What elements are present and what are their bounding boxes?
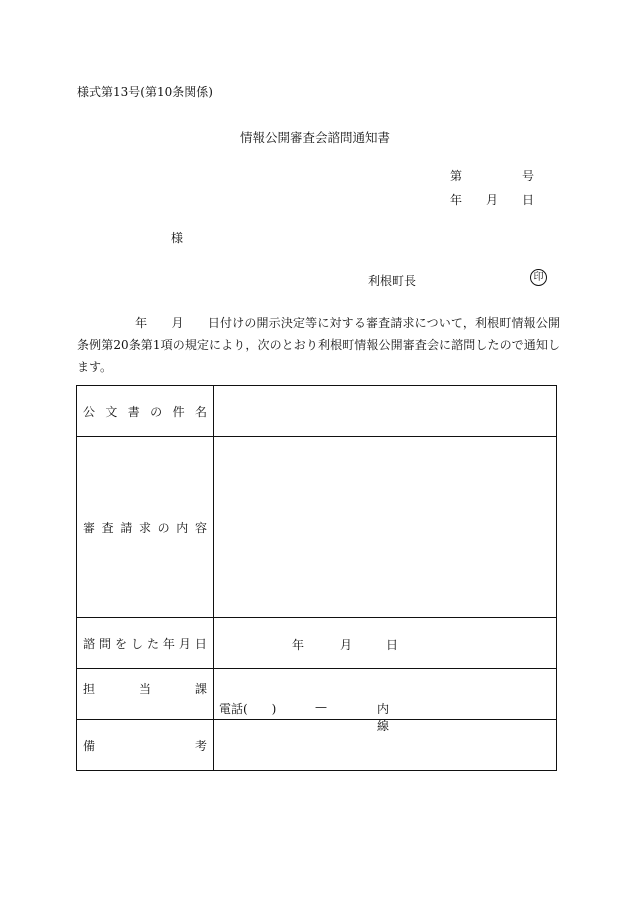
phone-extension-label: 内線: [377, 702, 390, 733]
body-paragraph: [77, 312, 560, 378]
label-char: 請: [120, 520, 133, 535]
document-title: 情報公開審査会諮問通知書: [239, 130, 390, 145]
value-request-content[interactable]: [214, 437, 557, 618]
label-char: 書: [127, 404, 140, 419]
phone-line: [219, 700, 390, 733]
label-char: 担: [83, 681, 96, 696]
label-char: を: [114, 636, 127, 651]
label-char: し: [130, 636, 143, 651]
label-char: 審: [83, 520, 96, 535]
issue-date-year: 年: [450, 193, 463, 207]
label-char: た: [146, 636, 159, 651]
label-char: 件: [172, 404, 185, 419]
table-row-consult-date: [77, 618, 557, 669]
label-subject: [83, 403, 207, 420]
label-department: [83, 680, 207, 697]
label-consult-date: [83, 635, 207, 652]
label-char: 諮: [83, 636, 96, 651]
body-year: 年: [135, 316, 148, 330]
label-char: 日: [194, 636, 207, 651]
addressee-suffix: 様: [171, 231, 184, 245]
label-cell: [77, 618, 214, 669]
table-row-request-content: [77, 437, 557, 618]
issuer-name: 利根町長: [368, 274, 417, 288]
label-char: 年: [162, 636, 175, 651]
label-cell: [77, 386, 214, 437]
label-char: 査: [101, 520, 114, 535]
label-char: の: [150, 404, 163, 419]
label-request-content: [83, 519, 207, 536]
label-char: 考: [194, 738, 207, 753]
label-char: 文: [105, 404, 118, 419]
label-char: 名: [194, 404, 207, 419]
body-text: 日付けの開示決定等に対する審査請求について，利根町情報公開条例第20条第1項の規定により，次のとおり利根町情報公開審査会に諮問したので通知します。: [77, 316, 560, 374]
consult-date-month: 月: [340, 638, 353, 652]
label-char: 公: [83, 404, 96, 419]
phone-label: 電話( ): [219, 702, 277, 716]
table-row-subject: [77, 386, 557, 437]
value-consult-date[interactable]: [214, 618, 557, 669]
label-char: 備: [83, 738, 96, 753]
value-subject[interactable]: [214, 386, 557, 437]
form-number: 様式第13号(第10条関係): [77, 85, 213, 99]
label-char: 容: [194, 520, 207, 535]
issue-date-day: 日: [522, 193, 535, 207]
body-month: 月: [171, 316, 184, 330]
label-char: 当: [138, 681, 151, 696]
consult-date-year: 年: [292, 638, 305, 652]
table-row-department: [77, 669, 557, 720]
table-row-remarks: [77, 720, 557, 771]
notification-form-table: [76, 385, 557, 771]
label-remarks: [83, 737, 207, 754]
label-char: の: [157, 520, 170, 535]
value-department[interactable]: [214, 669, 557, 733]
issue-date-month: 月: [486, 193, 499, 207]
label-cell: [77, 720, 214, 771]
phone-dash: —: [315, 700, 327, 714]
seal-mark: 印: [530, 269, 547, 286]
label-char: 内: [176, 520, 189, 535]
document-number-suffix: 号: [522, 169, 535, 183]
consult-date-day: 日: [386, 638, 399, 652]
label-cell: [77, 669, 214, 720]
label-char: 月: [178, 636, 191, 651]
label-char: 課: [194, 681, 207, 696]
label-char: 問: [98, 636, 111, 651]
document-number-prefix: 第: [450, 169, 463, 183]
label-cell: [77, 437, 214, 618]
label-char: 求: [138, 520, 151, 535]
